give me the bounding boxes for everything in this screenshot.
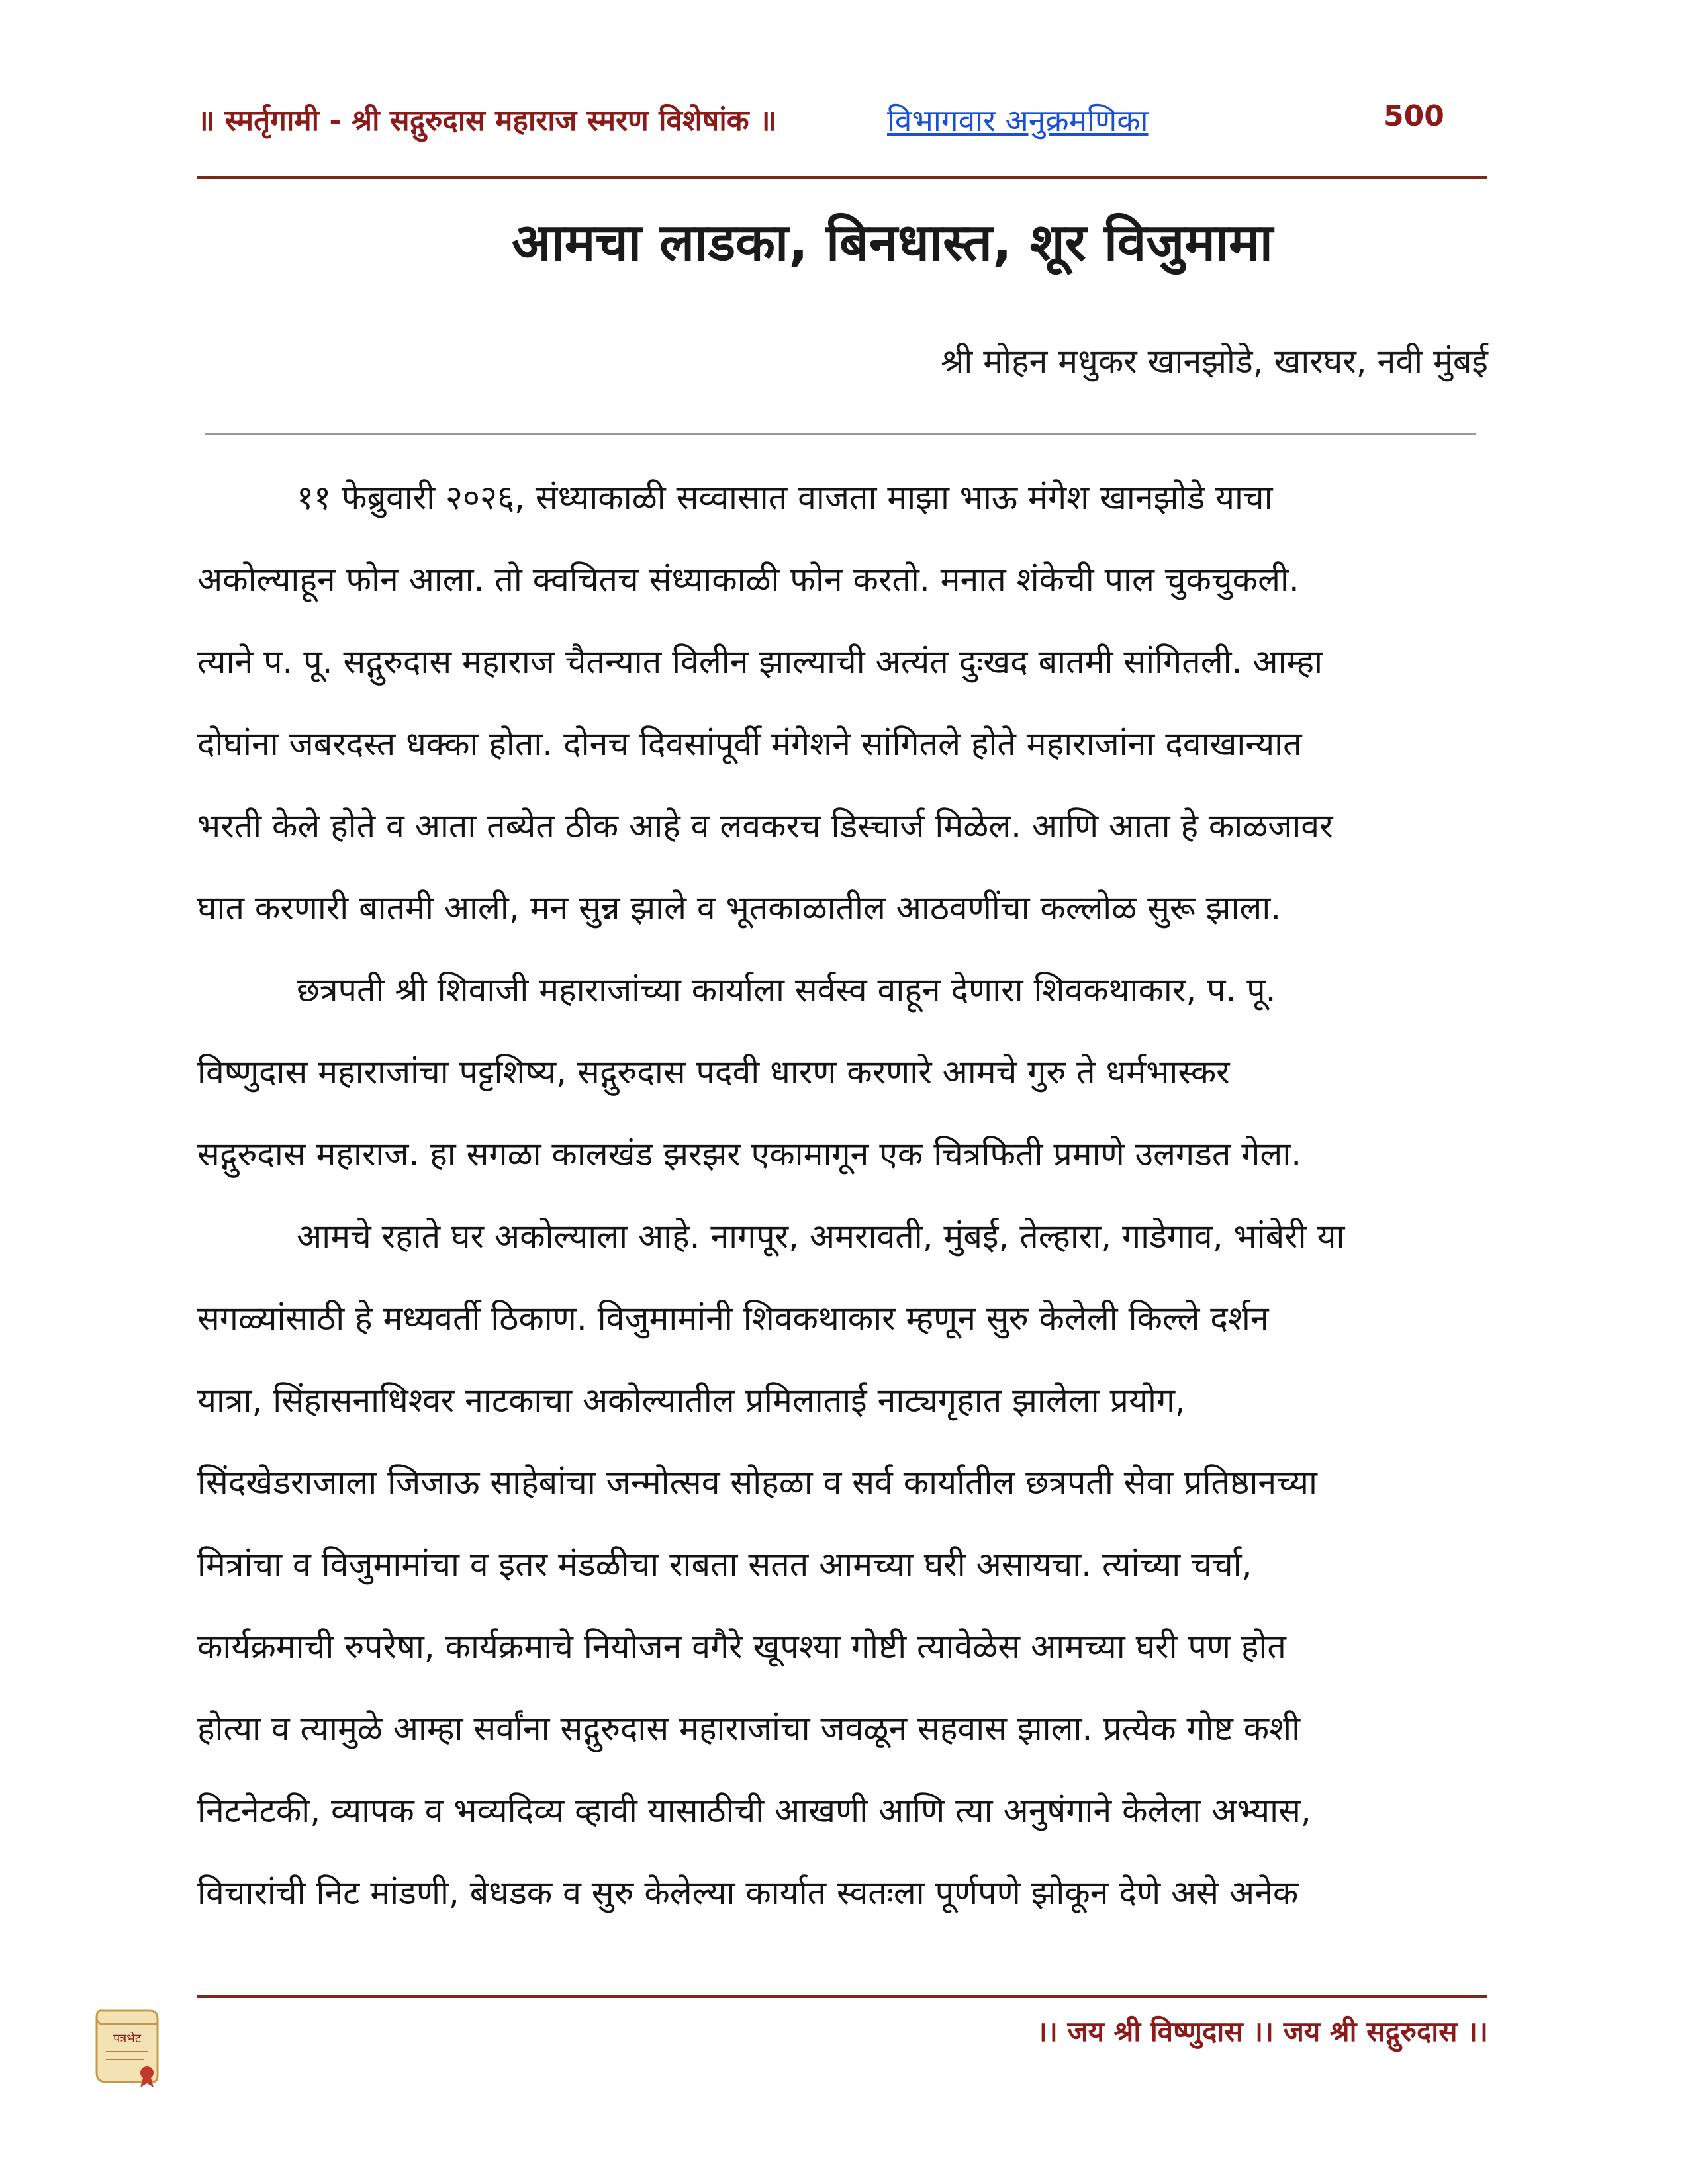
- body-line: भरती केले होते व आता तब्येत ठीक आहे व लवकरच डिस्चार्ज मिळेल. आणि आता हे काळजावर: [197, 807, 1333, 845]
- body-line: ११ फेब्रुवारी २०२६, संध्याकाळी सव्वासात वाजता माझा भाऊ मंगेश खानझोडे याचा: [297, 478, 1273, 517]
- body-line: विचारांची निट मांडणी, बेधडक व सुरु केलेल्या कार्यात स्वतःला पूर्णपणे झोकून देणे असे अनेक: [197, 1874, 1299, 1912]
- footer-motto: ।। जय श्री विष्णुदास ।। जय श्री सद्गुरुदास ।।: [1037, 2015, 1488, 2048]
- article-body: [197, 457, 1495, 1934]
- page-number: 500: [1383, 99, 1444, 133]
- body-line: कार्यक्रमाची रुपरेषा, कार्यक्रमाचे नियोजन वगैरे खूपश्या गोष्टी त्यावेळेस आमच्या घरी पण होत: [197, 1627, 1286, 1666]
- body-line: दोघांना जबरदस्त धक्का होता. दोनच दिवसांपूर्वी मंगेशने सांगितले होते महाराजांना दवाखान्यात: [197, 725, 1302, 763]
- article-author: श्री मोहन मधुकर खानझोडे, खारघर, नवी मुंबई: [940, 342, 1488, 381]
- header-title: ॥ स्मर्तृगामी - श्री सद्गुरुदास महाराज स्मरण विशेषांक ॥: [197, 104, 777, 138]
- body-line: सगळ्यांसाठी हे मध्यवर्ती ठिकाण. विजुमामांनी शिवकथाकार म्हणून सुरु केलेली किल्ले दर्शन: [197, 1299, 1269, 1338]
- body-line: निटनेटकी, व्यापक व भव्यदिव्य व्हावी यासाठीची आखणी आणि त्या अनुषंगाने केलेला अभ्यास,: [197, 1792, 1311, 1830]
- scroll-logo-icon: [91, 2004, 163, 2090]
- logo-label: पत्रभेट: [113, 2032, 141, 2046]
- section-index-link[interactable]: विभागवार अनुक्रमणिका: [887, 103, 1149, 138]
- body-line: त्याने प. पू. सद्गुरुदास महाराज चैतन्यात विलीन झाल्याची अत्यंत दुःखद बातमी सांगितली. आम्हा: [197, 643, 1323, 681]
- body-line: आमचे रहाते घर अकोल्याला आहे. नागपूर, अमरावती, मुंबई, तेल्हारा, गाडेगाव, भांबेरी या: [297, 1217, 1345, 1255]
- article-title: आमचा लाडका, बिनधास्त, शूर विजुमामा: [512, 213, 1273, 273]
- body-line: अकोल्याहून फोन आला. तो क्वचितच संध्याकाळी फोन करतो. मनात शंकेची पाल चुकचुकली.: [197, 561, 1299, 599]
- body-line: विष्णुदास महाराजांचा पट्टशिष्य, सद्गुरुदास पदवी धारण करणारे आमचे गुरु ते धर्मभास्कर: [197, 1053, 1230, 1091]
- author-divider: [205, 433, 1476, 435]
- footer-divider: [197, 1995, 1487, 1998]
- body-line: सिंदखेडराजाला जिजाऊ साहेबांचा जन्मोत्सव सोहळा व सर्व कार्यातील छत्रपती सेवा प्रतिष्ठानच्या: [197, 1463, 1317, 1502]
- body-line: सद्गुरुदास महाराज. हा सगळा कालखंड झरझर एकामागून एक चित्रफिती प्रमाणे उलगडत गेला.: [197, 1135, 1302, 1173]
- body-line: होत्या व त्यामुळे आम्हा सर्वांना सद्गुरुदास महाराजांचा जवळून सहवास झाला. प्रत्येक गोष्ट कशी: [197, 1709, 1301, 1748]
- header-divider: [197, 176, 1487, 179]
- body-line: मित्रांचा व विजुमामांचा व इतर मंडळीचा राबता सतत आमच्या घरी असायचा. त्यांच्या चर्चा,: [197, 1545, 1252, 1584]
- body-line: यात्रा, सिंहासनाधिश्वर नाटकाचा अकोल्यातील प्रमिलाताई नाट्यगृहात झालेला प्रयोग,: [197, 1381, 1186, 1420]
- body-line: छत्रपती श्री शिवाजी महाराजांच्या कार्याला सर्वस्व वाहून देणारा शिवकथाकार, प. पू.: [297, 971, 1276, 1009]
- body-line: घात करणारी बातमी आली, मन सुन्न झाले व भूतकाळातील आठवणींचा कल्लोळ सुरू झाला.: [197, 889, 1282, 927]
